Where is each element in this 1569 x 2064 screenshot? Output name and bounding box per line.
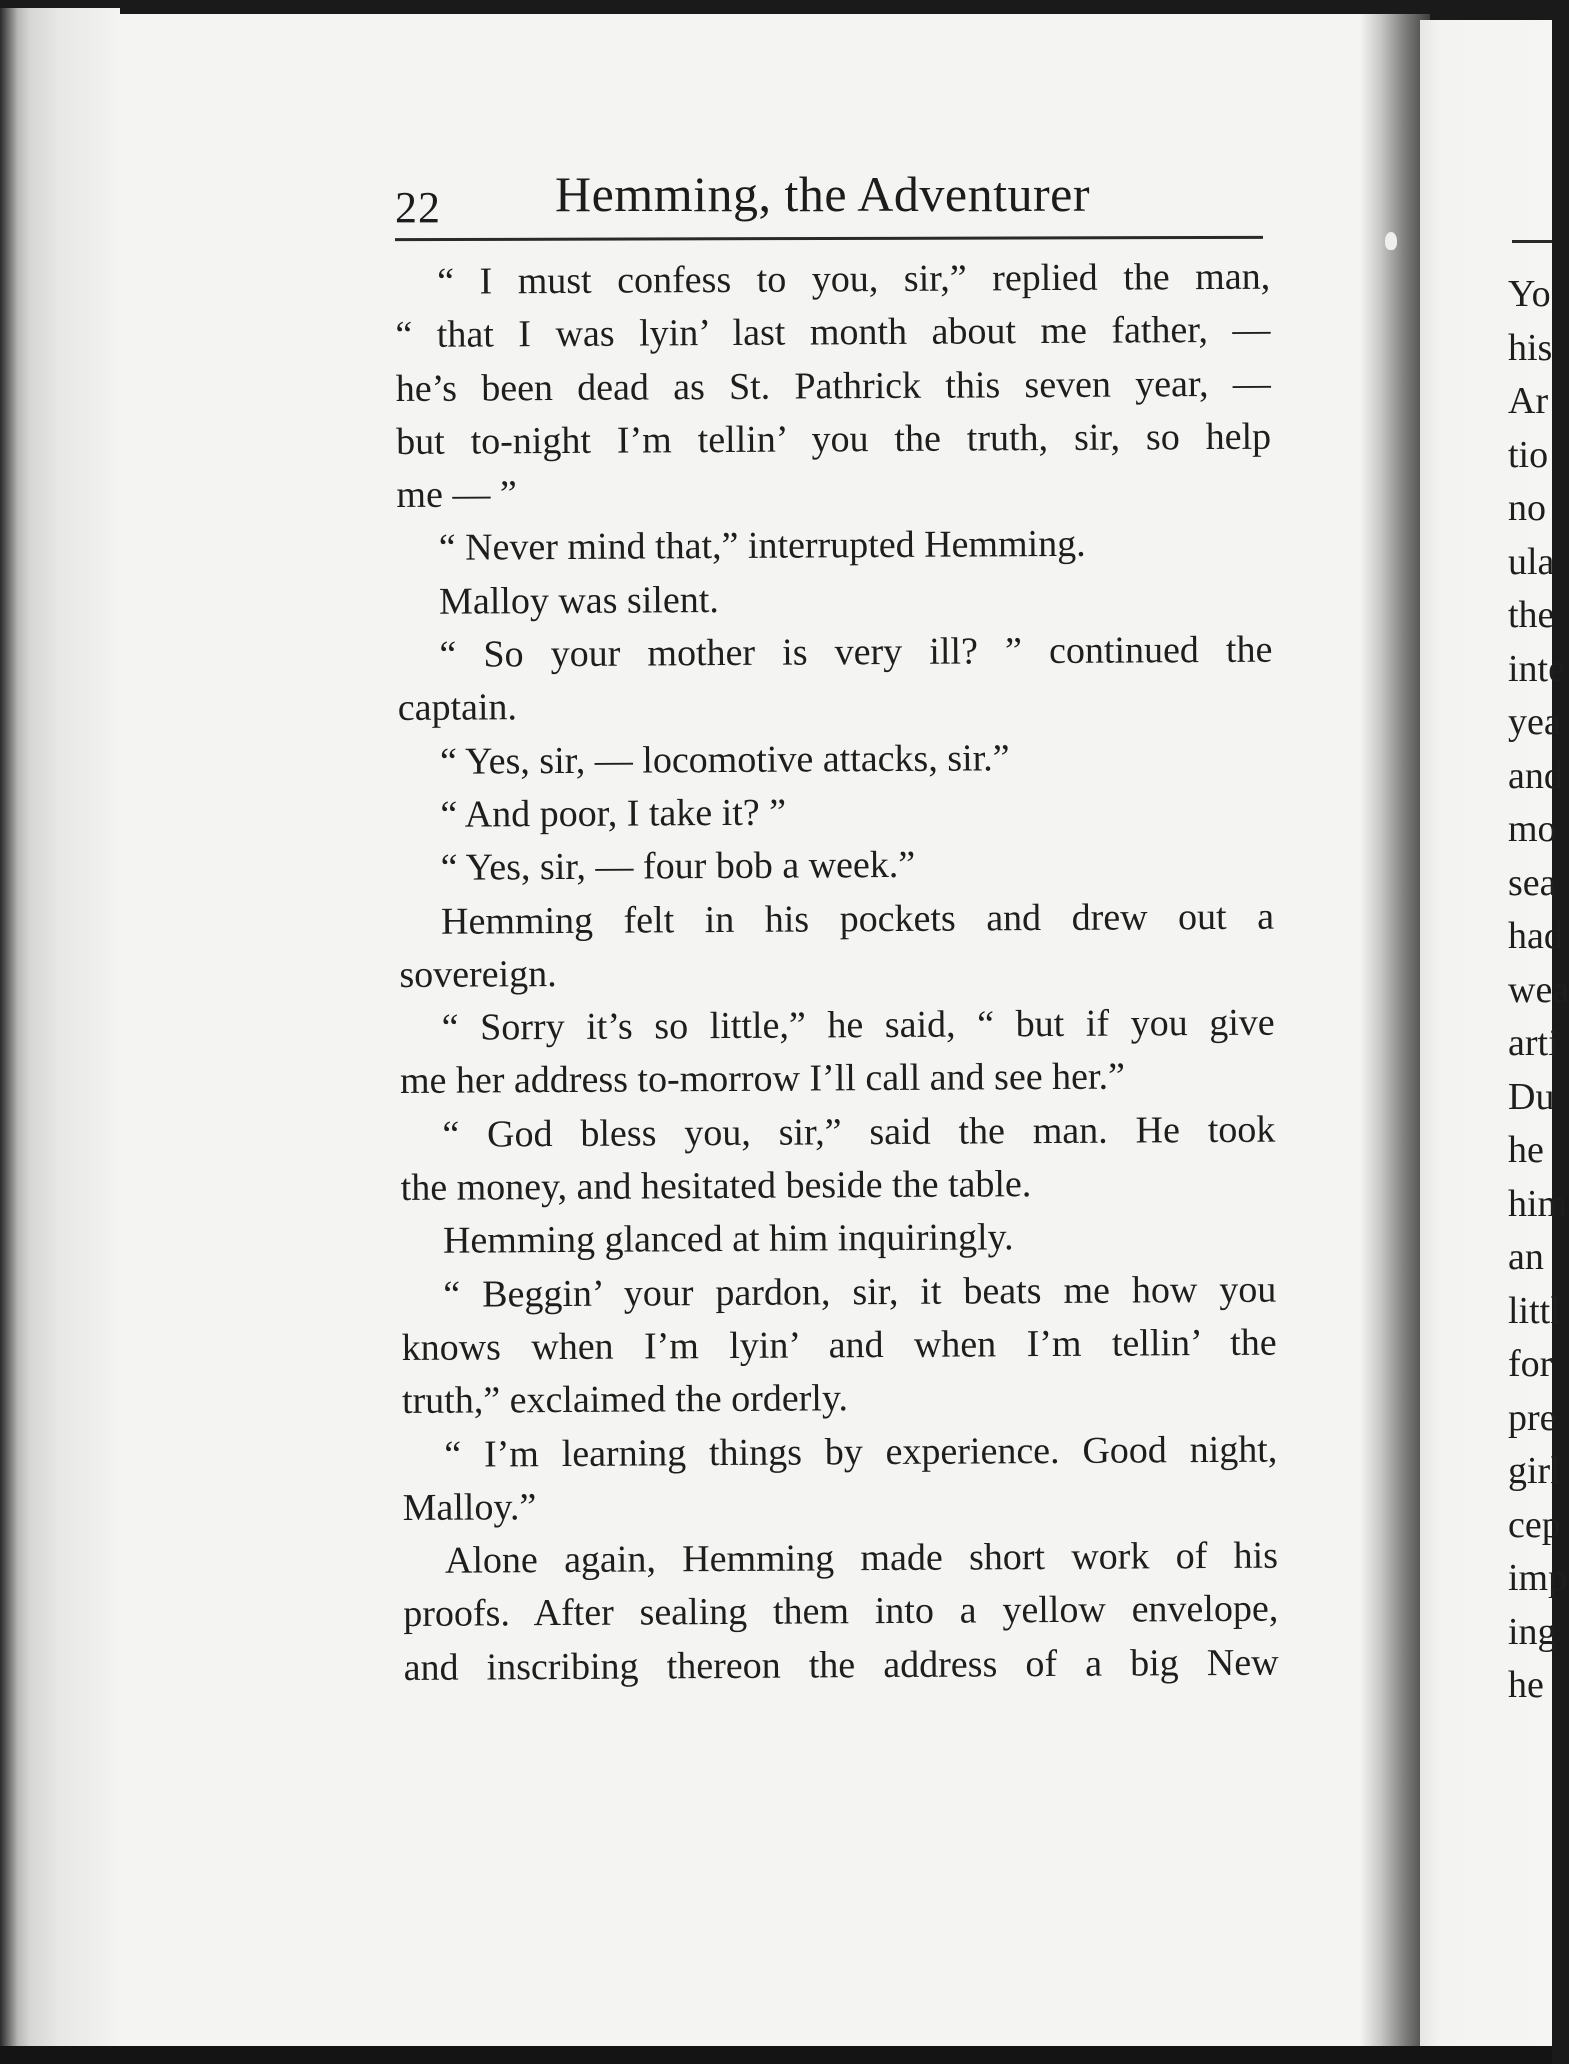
text-line: the money, and hesitated beside the table. xyxy=(400,1163,1032,1210)
text-line: Hemming glanced at him inquiringly. xyxy=(442,1216,1014,1263)
text-fragment: he xyxy=(1508,1664,1544,1706)
text-line: Malloy was silent. xyxy=(438,578,719,623)
text-line: he’s been dead as St. Pathrick this seven year, — xyxy=(395,362,1271,410)
text-fragment: ing xyxy=(1508,1610,1557,1653)
text-fragment: his xyxy=(1508,326,1553,369)
text-fragment: he xyxy=(1508,1129,1544,1171)
facing-page-text xyxy=(1508,268,1569,1713)
text-line: “ God bless you, sir,” said the man. He took xyxy=(442,1108,1276,1156)
text-fragment: wea xyxy=(1508,968,1569,1011)
text-line: “ I’m learning things by experience. Good night, xyxy=(444,1428,1278,1476)
text-line: “ Yes, sir, — four bob a week.” xyxy=(440,844,916,889)
text-line: “ Never mind that,” interrupted Hemming. xyxy=(438,523,1086,570)
text-fragment: sea xyxy=(1508,861,1557,904)
text-line: sovereign. xyxy=(399,952,557,996)
text-line: truth,” exclaimed the orderly. xyxy=(401,1377,849,1423)
text-line: Alone again, Hemming made short work of his xyxy=(444,1534,1279,1582)
text-fragment: and xyxy=(1508,754,1563,797)
text-line: “ So your mother is very ill? ” continued the xyxy=(439,628,1273,676)
text-line: knows when I’m lyin’ and when I’m tellin’ the xyxy=(401,1321,1277,1369)
text-line: Malloy.” xyxy=(402,1485,537,1529)
text-fragment: Yo xyxy=(1508,273,1551,315)
text-fragment: littl xyxy=(1508,1289,1561,1332)
text-line: “ Sorry it’s so little,” he said, “ but if you give xyxy=(441,1001,1275,1049)
text-fragment: an xyxy=(1508,1236,1544,1278)
page-number: 22 xyxy=(395,183,441,232)
page-edges xyxy=(0,8,120,2048)
text-line: “ Beggin’ your pardon, sir, it beats me how you xyxy=(443,1268,1277,1316)
text-fragment: pre xyxy=(1508,1396,1557,1439)
text-line: “ And poor, I take it? ” xyxy=(440,791,787,836)
gutter-mark xyxy=(1385,232,1397,250)
text-fragment: ula xyxy=(1508,540,1555,583)
text-line: but to-night I’m tellin’ you the truth, sir, so help xyxy=(396,415,1272,463)
text-fragment: yea xyxy=(1508,701,1561,743)
text-fragment: girl xyxy=(1508,1450,1561,1492)
text-fragment: Ar xyxy=(1508,380,1549,422)
text-fragment: had xyxy=(1508,915,1563,957)
text-fragment: for xyxy=(1508,1343,1553,1385)
text-line: proofs. After sealing them into a yellow envelope, xyxy=(403,1588,1279,1636)
running-header xyxy=(395,165,1263,237)
text-fragment: him xyxy=(1508,1182,1568,1225)
text-fragment: tio xyxy=(1508,433,1549,476)
text-fragment: cep xyxy=(1508,1503,1561,1546)
text-line: Hemming felt in his pockets and drew out a xyxy=(440,895,1275,943)
text-line: “ I must confess to you, sir,” replied the man, xyxy=(437,255,1271,303)
text-fragment: inte xyxy=(1508,647,1565,690)
facing-page-rule xyxy=(1512,240,1552,243)
body-text xyxy=(395,251,1279,1695)
text-line: me — ” xyxy=(396,473,517,517)
text-line: and inscribing thereon the address of a big New xyxy=(403,1641,1279,1689)
text-line: captain. xyxy=(397,686,518,730)
text-fragment: imp xyxy=(1508,1557,1568,1599)
text-fragment: no xyxy=(1508,487,1546,529)
text-line: me her address to-morrow I’ll call and see her.” xyxy=(399,1056,1126,1103)
text-line: “ that I was lyin’ last month about me father, — xyxy=(395,308,1271,357)
text-fragment: arti xyxy=(1508,1022,1559,1064)
text-line: “ Yes, sir, — locomotive attacks, sir.” xyxy=(439,736,1010,783)
text-fragment: the xyxy=(1508,594,1555,636)
running-title: Hemming, the Adventurer xyxy=(555,166,1090,222)
scan-border xyxy=(0,2046,1552,2064)
text-fragment: mo xyxy=(1508,808,1557,850)
text-fragment: Du xyxy=(1508,1075,1555,1118)
